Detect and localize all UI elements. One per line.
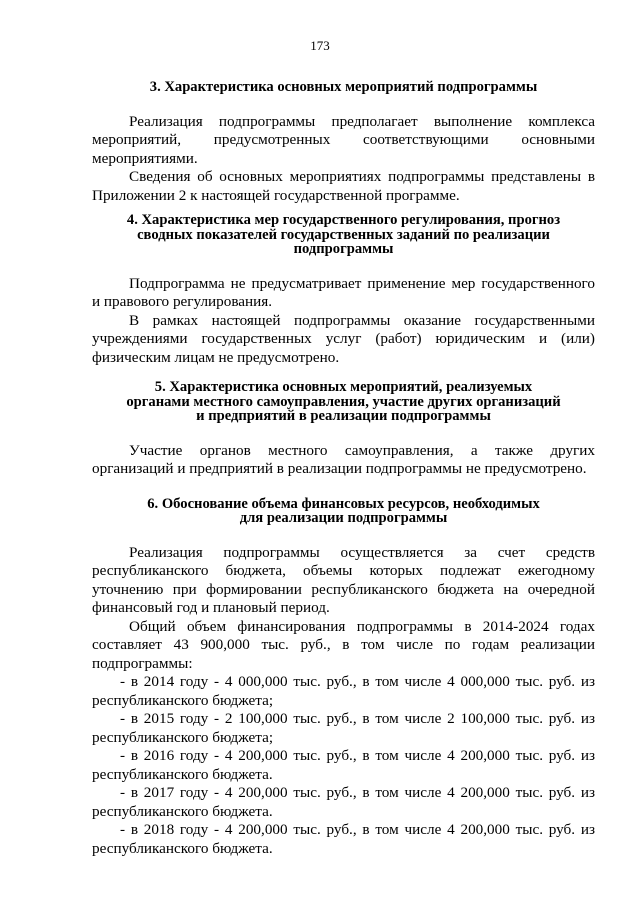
- section-4-heading: [92, 213, 595, 257]
- page-content: [92, 80, 595, 858]
- heading-line: подпрограммы: [293, 241, 394, 257]
- heading-line: органами местного самоуправления, участие других организаций: [126, 393, 561, 410]
- section-3-heading: 3. Характеристика основных мероприятий подпрограммы: [149, 79, 538, 95]
- funding-list-item: - в 2018 году - 4 200,000 тыс. руб., в том числе 4 200,000 тыс. руб. из республиканского бюджета.: [92, 821, 595, 857]
- funding-list-item: - в 2014 году - 4 000,000 тыс. руб., в том числе 4 000,000 тыс. руб. из республиканского бюджета;: [92, 673, 595, 709]
- section-3-paragraph: Сведения об основных мероприятиях подпрограммы представлены в Приложении 2 к настоящей государственной программе.: [92, 168, 595, 204]
- section-3-paragraph: Реализация подпрограммы предполагает выполнение комплекса мероприятий, предусмотренных соответствующими основными мероприятиями.: [92, 112, 595, 167]
- heading-line: сводных показателей государственных заданий по реализации: [137, 226, 550, 243]
- section-4-paragraph: В рамках настоящей подпрограммы оказание государственными учреждениями государственных услуг (работ) юридическим и (или) физическим лицам не предусмотрено.: [92, 311, 595, 366]
- section-6-paragraph: Реализация подпрограммы осуществляется за счет средств республиканского бюджета, объемы которых подлежат ежегодному уточнению при формировании республиканского бюджета на очередной финансовый год и плановый период.: [92, 543, 595, 616]
- section-5-heading: [92, 380, 595, 424]
- section-6-paragraph: Общий объем финансирования подпрограммы в 2014-2024 годах составляет 43 900,000 тыс. руб., в том числе по годам реализации подпрограммы:: [92, 617, 595, 672]
- section-4-paragraph: Подпрограмма не предусматривает применение мер государственного и правового регулирования.: [92, 274, 595, 310]
- heading-line: 6. Обоснование объема финансовых ресурсов, необходимых: [147, 495, 540, 512]
- heading-line: 5. Характеристика основных мероприятий, реализуемых: [154, 379, 533, 395]
- section-5-paragraph: Участие органов местного самоуправления, а также других организаций и предприятий в реализации подпрограммы не предусмотрено.: [92, 441, 595, 477]
- funding-list-item: - в 2015 году - 2 100,000 тыс. руб., в том числе 2 100,000 тыс. руб. из республиканского бюджета;: [92, 710, 595, 746]
- heading-line: 4. Характеристика мер государственного регулирования, прогноз: [126, 212, 561, 228]
- heading-line: и предприятий в реализации подпрограммы: [196, 408, 491, 424]
- heading-line: для реализации подпрограммы: [239, 510, 448, 526]
- funding-list-item: - в 2016 году - 4 200,000 тыс. руб., в том числе 4 200,000 тыс. руб. из республиканского бюджета.: [92, 747, 595, 783]
- section-6-heading: [92, 497, 595, 526]
- funding-list-item: - в 2017 году - 4 200,000 тыс. руб., в том числе 4 200,000 тыс. руб. из республиканского бюджета.: [92, 784, 595, 820]
- page-number: 173: [310, 38, 330, 53]
